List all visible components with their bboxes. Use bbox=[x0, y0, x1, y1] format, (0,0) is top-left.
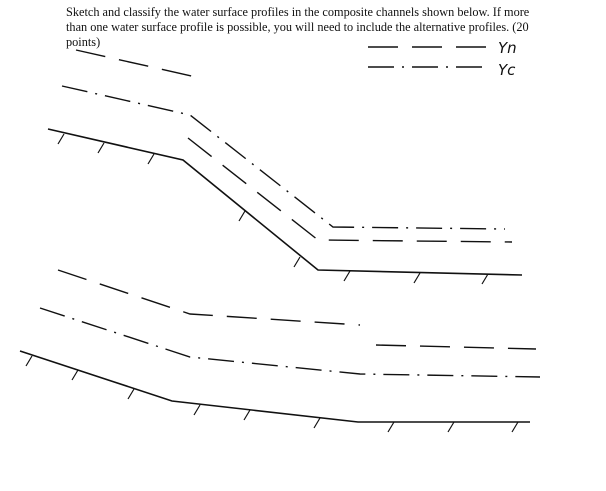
upper-normal-depth-line bbox=[76, 50, 196, 77]
upper-normal-depth-line-steep bbox=[188, 138, 512, 242]
lower-channel bbox=[20, 270, 540, 432]
upper-channel bbox=[48, 50, 522, 284]
legend-critical-depth-label: Yc bbox=[498, 61, 516, 79]
lower-normal-depth-line-downstream bbox=[376, 345, 536, 349]
upper-critical-depth-line bbox=[62, 86, 505, 229]
upper-channel-bed bbox=[48, 129, 522, 275]
legend bbox=[368, 39, 517, 79]
legend-normal-depth-label: Yn bbox=[498, 39, 517, 57]
problem-statement: Sketch and classify the water surface profiles in the composite channels shown below. If more than one water surface profile is possible, you will need to include the alternative profiles. (20 points) bbox=[66, 5, 530, 49]
lower-channel-bed-hatching bbox=[26, 356, 518, 432]
upper-channel-bed-hatching bbox=[58, 134, 488, 284]
lower-normal-depth-line bbox=[58, 270, 360, 325]
lower-critical-depth-line bbox=[40, 308, 540, 377]
lower-channel-bed bbox=[20, 351, 530, 422]
